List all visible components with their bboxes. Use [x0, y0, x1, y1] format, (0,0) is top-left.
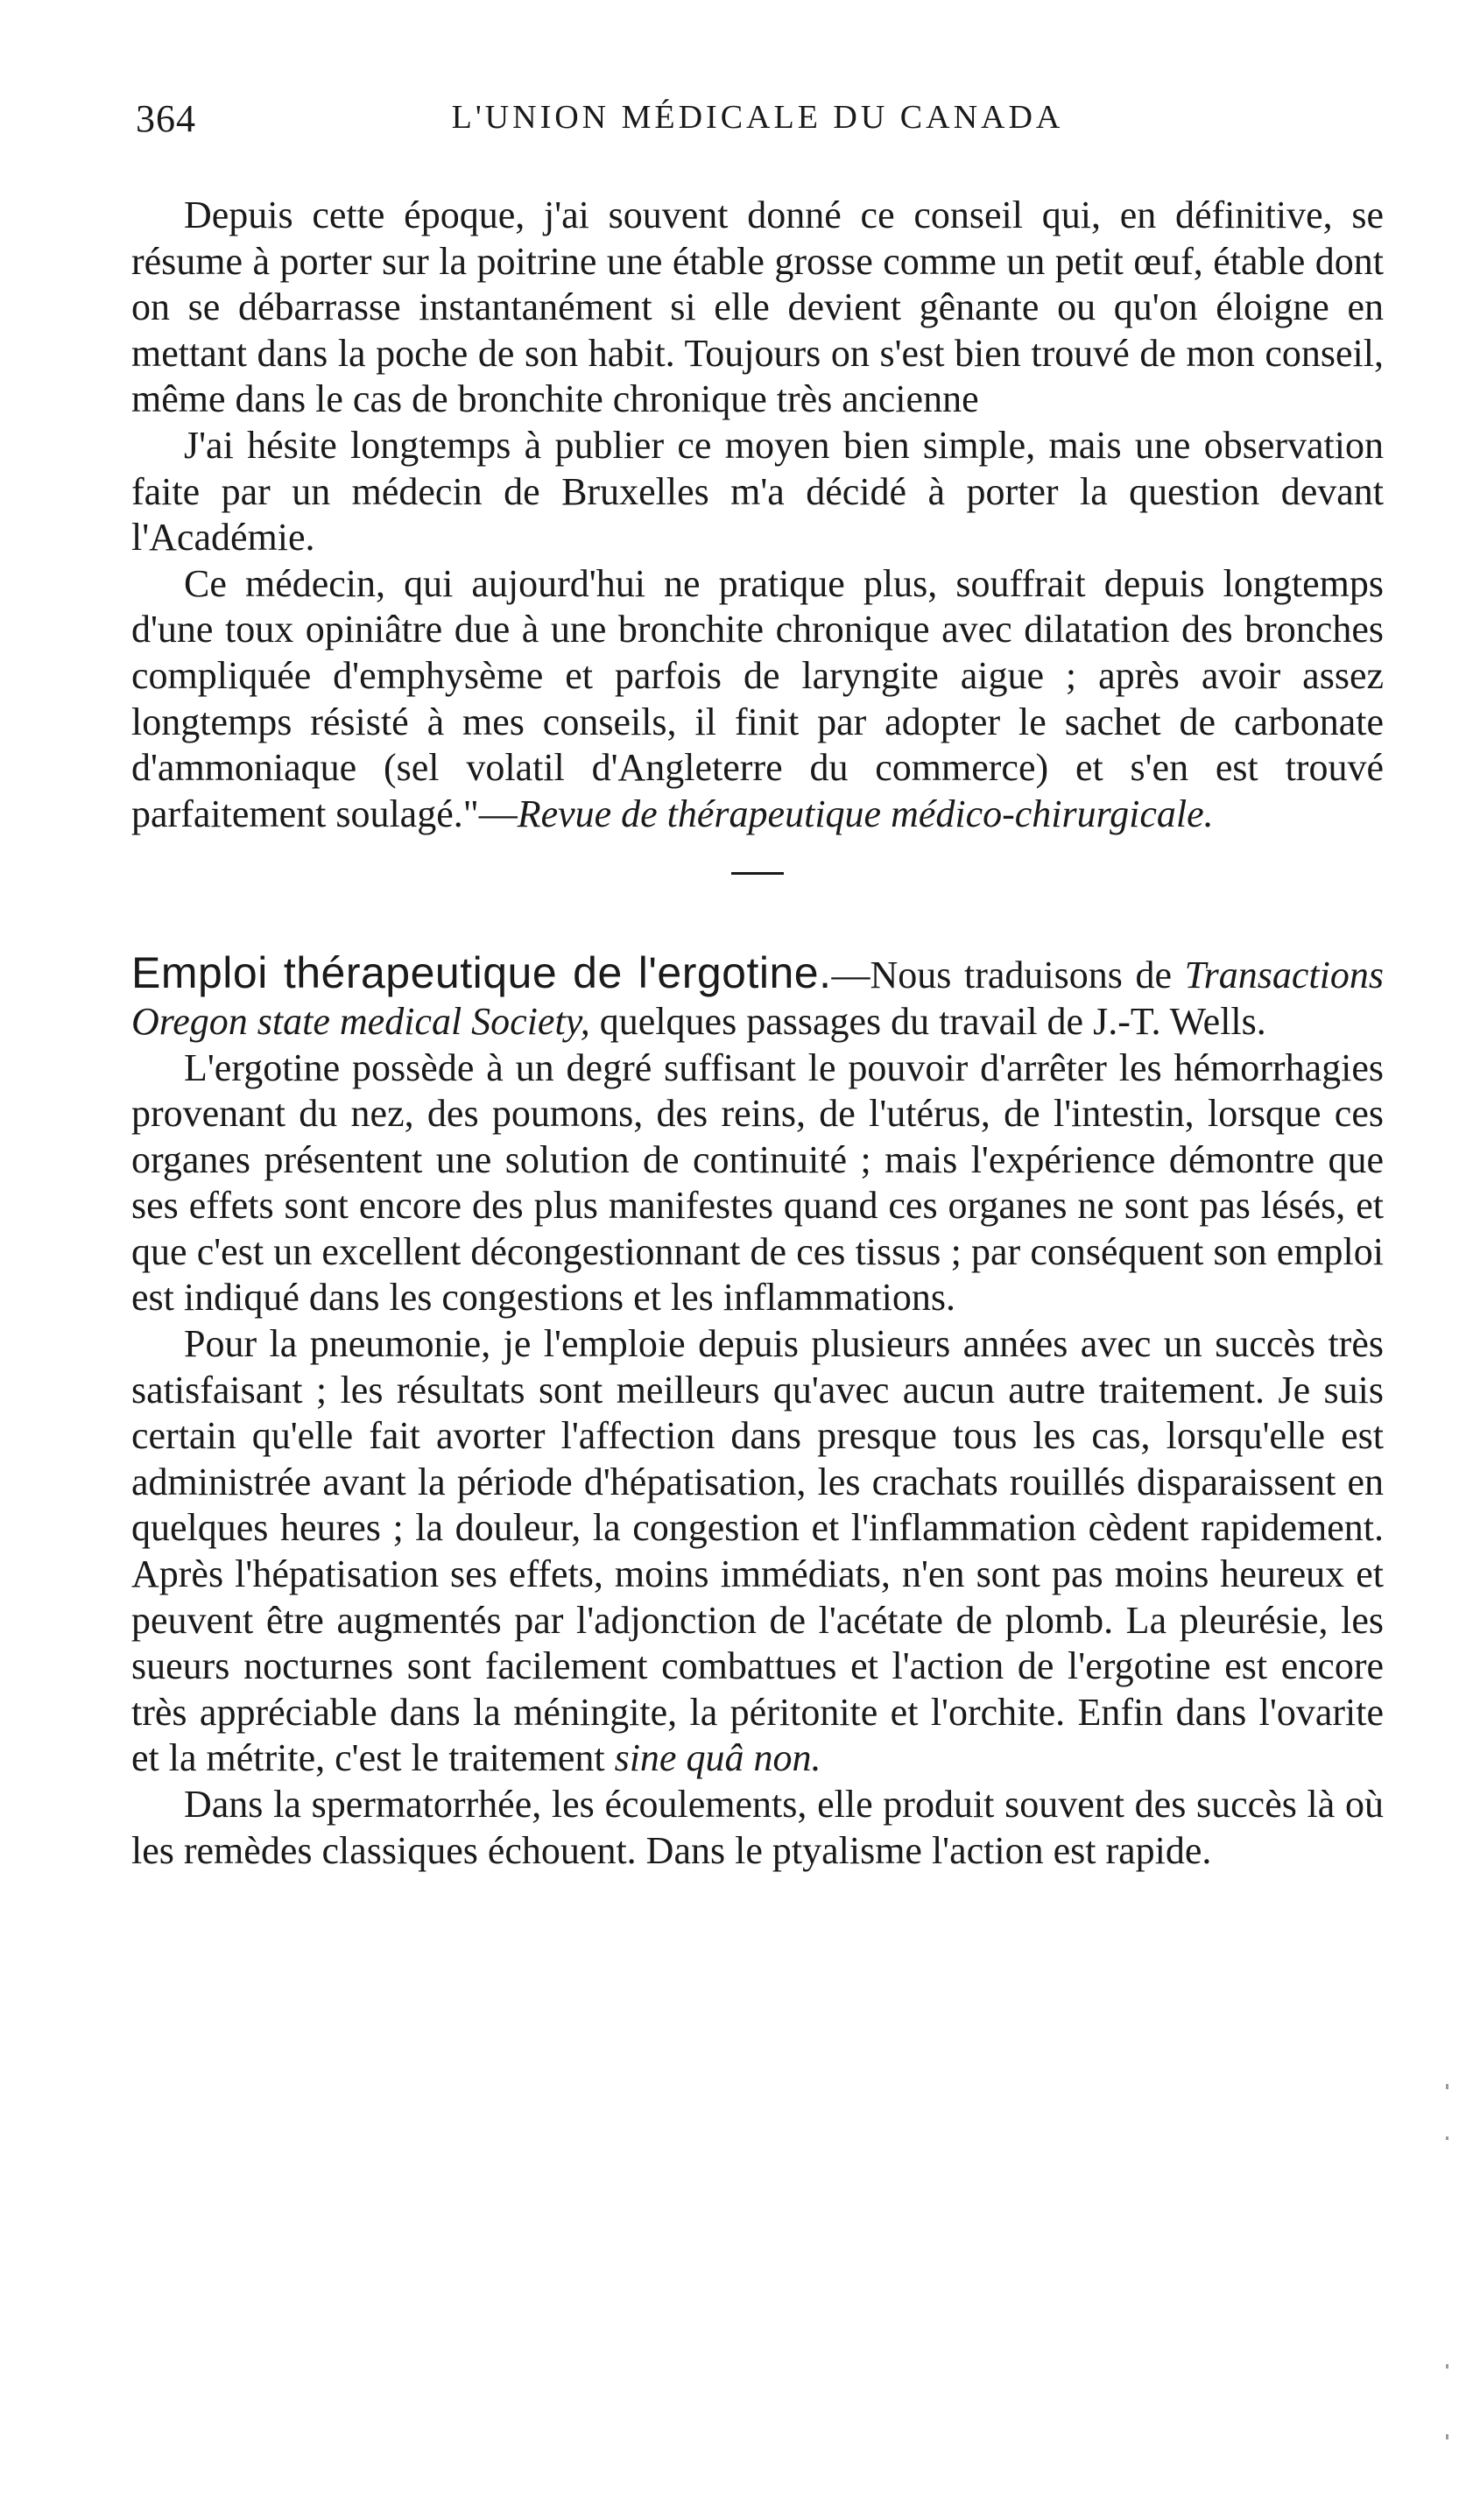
paragraph: Dans la spermatorrhée, les écoulements, elle produit souvent des succès là où les remèdes classiques échouent. Dans le ptyalisme l'action est rapide.: [131, 1783, 1384, 1872]
paragraph-text: Pour la pneumonie, je l'emploie depuis plusieurs années avec un succès très satisfaisant ; les résultats sont meilleurs qu'avec aucun autre traitement. Je suis certain qu'elle fait avorter l'affection dans presque tous les cas, lorsqu'elle est administrée avant la période d'hépatisation, les crachats rouillés disparaissent en quelques heures ; la douleur, la congestion et l'inflammation cèdent rapidement. Après l'hépatisation ses effets, moins immédiats, n'en sont pas moins heureux et peuvent être augmentés par l'adjonction de l'acétate de plomb. La pleurésie, les sueurs nocturnes sont facilement combattues et l'action de l'ergotine est encore très appréciable dans la méningite, la péritonite et l'orchite. Enfin dans l'ovarite et la métrite, c'est le traitement: [131, 1322, 1384, 1780]
article-intro: [131, 950, 1384, 1045]
paragraph: Depuis cette époque, j'ai souvent donné ce conseil qui, en définitive, se résume à porter sur la poitrine une étable grosse comme un petit œuf, étable dont on se débarrasse instantanément si elle devient gênante ou qu'on éloigne en mettant dans la poche de son habit. Toujours on s'est bien trouvé de mon conseil, même dans le cas de bronchite chronique très ancienne: [131, 194, 1384, 421]
page: [131, 96, 1384, 1874]
article-ergotine: [131, 950, 1384, 1874]
paragraph: [131, 1321, 1384, 1782]
section-divider: [731, 872, 784, 875]
journal-reference: Transactions Oregon state medical Society,: [131, 954, 1384, 1043]
article-heading: Emploi thérapeutique de l'ergotine.: [131, 948, 832, 998]
paragraph: [131, 561, 1384, 838]
article-continuation: [131, 193, 1384, 837]
page-number: 364: [136, 97, 196, 140]
running-head: [131, 96, 1384, 149]
intro-text: —Nous traduisons de: [831, 954, 1185, 997]
scan-speck: [1446, 2434, 1448, 2439]
scan-speck: [1446, 2364, 1448, 2369]
latin-phrase: sine quâ non.: [614, 1736, 821, 1780]
paragraph: L'ergotine possède à un degré suffisant le pouvoir d'arrêter les hémorrhagies provenant du nez, des poumons, des reins, de l'utérus, de l'intestin, lorsque ces organes présentent une solution de continuité ; mais l'expérience démontre que ses effets sont encore des plus manifestes quand ces organes ne sont pas lésés, et que c'est un excellent décongestionnant de ces tissus ; par conséquent son emploi est indiqué dans les congestions et les inflammations.: [131, 1045, 1384, 1320]
scan-speck: [1446, 2136, 1448, 2140]
scan-speck: [1446, 2084, 1448, 2089]
paragraph-text: Ce médecin, qui aujourd'hui ne pratique plus, souffrait depuis longtemps d'une toux opiniâtre due à une bronchite chronique avec dilatation des bronches compliquée d'emphysème et parfois de laryngite aigue ; après avoir assez longtemps résisté à mes conseils, il finit par adopter le sachet de carbonate d'ammoniaque (sel volatil d'Angleterre du commerce) et s'en est trouvé parfaitement soulagé."—: [131, 561, 1384, 835]
paragraph: J'ai hésite longtemps à publier ce moyen bien simple, mais une observation faite par un médecin de Bruxelles m'a décidé à porter la question devant l'Académie.: [131, 423, 1384, 560]
journal-title: L'UNION MÉDICALE DU CANADA: [451, 99, 1064, 136]
intro-text: quelques passages du travail de J.-T. Wells.: [589, 999, 1266, 1043]
source-citation: Revue de thérapeutique médico-chirurgicale.: [517, 792, 1214, 835]
